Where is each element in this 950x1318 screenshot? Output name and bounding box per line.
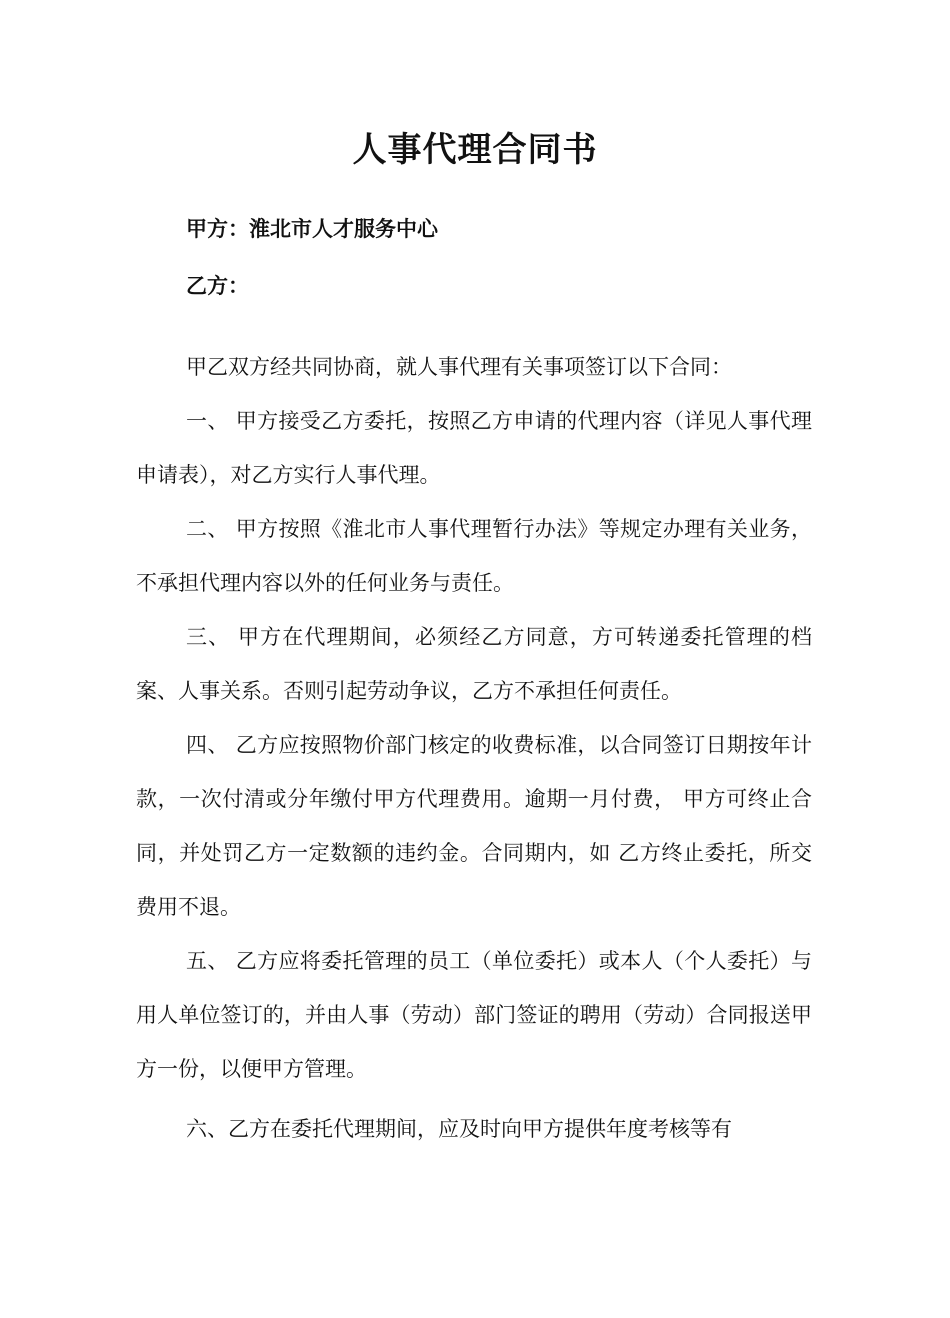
contract-body	[136, 340, 812, 1156]
clause-5: 五、 乙方应将委托管理的员工（单位委托）或本人（个人委托）与用人单位签订的，并由人事（劳动）部门签证的聘用（劳动）合同报送甲方一份，以便甲方管理。	[136, 949, 812, 1081]
clause-4: 四、 乙方应按照物价部门核定的收费标准，以合同签订日期按年计款，一次付清或分年缴付甲方代理费用。逾期一月付费， 甲方可终止合同，并处罚乙方一定数额的违约金。合同期内，如 乙方终止委托，所交费用不退。	[136, 733, 812, 919]
party-b-line: 乙方：	[186, 274, 249, 298]
intro-paragraph: 甲乙双方经共同协商，就人事代理有关事项签订以下合同：	[186, 355, 732, 379]
clause-6: 六、乙方在委托代理期间，应及时向甲方提供年度考核等有	[186, 1117, 732, 1141]
party-a-line: 甲方：淮北市人才服务中心	[186, 217, 438, 241]
document-title: 人事代理合同书	[352, 130, 598, 170]
clause-2: 二、 甲方按照《淮北市人事代理暂行办法》等规定办理有关业务，不承担代理内容以外的任何业务与责任。	[136, 517, 812, 595]
clause-1: 一、 甲方接受乙方委托，按照乙方申请的代理内容（详见人事代理申请表），对乙方实行人事代理。	[136, 409, 812, 487]
clause-3: 三、 甲方在代理期间，必须经乙方同意，方可转递委托管理的档案、人事关系。否则引起劳动争议，乙方不承担任何责任。	[136, 625, 812, 703]
